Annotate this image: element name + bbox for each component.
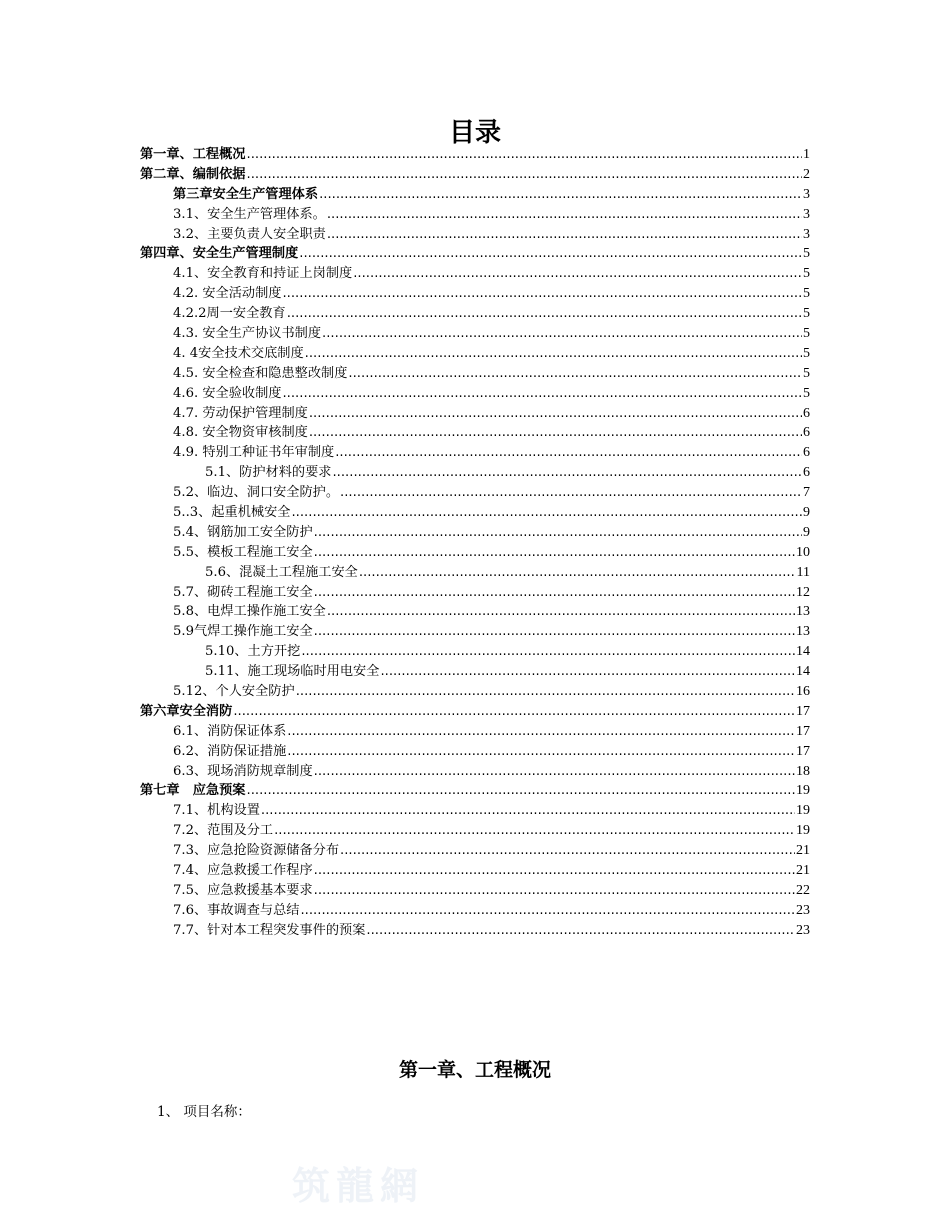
toc-page-number: 19 bbox=[796, 803, 810, 819]
toc-entry[interactable] bbox=[140, 483, 810, 503]
toc-page-number: 23 bbox=[796, 902, 810, 918]
toc-page-number: 19 bbox=[796, 823, 810, 839]
toc-entry[interactable] bbox=[140, 682, 810, 702]
table-of-contents bbox=[140, 145, 810, 941]
toc-page-number: 13 bbox=[796, 624, 810, 640]
toc-leader-dots bbox=[380, 662, 795, 682]
toc-entry-label: 7.3、应急抢险资源储备分布 bbox=[173, 843, 340, 859]
toc-leader-dots bbox=[305, 344, 802, 364]
toc-entry-label: 5.6、混凝土工程施工安全 bbox=[205, 564, 358, 580]
toc-entry-label: 6.2、消防保证措施 bbox=[173, 743, 287, 759]
toc-entry[interactable] bbox=[140, 622, 810, 642]
toc-page-number: 13 bbox=[796, 604, 810, 620]
toc-leader-dots bbox=[327, 205, 802, 225]
toc-entry[interactable] bbox=[140, 563, 810, 583]
toc-page-number: 12 bbox=[796, 584, 810, 600]
toc-page-number: 18 bbox=[796, 763, 810, 779]
toc-leader-dots bbox=[296, 682, 795, 702]
toc-leader-dots bbox=[327, 225, 802, 245]
toc-page-number: 21 bbox=[796, 843, 810, 859]
toc-entry-label: 4.7. 劳动保护管理制度 bbox=[173, 405, 308, 421]
toc-leader-dots bbox=[359, 563, 796, 583]
toc-leader-dots bbox=[282, 384, 802, 404]
toc-leader-dots bbox=[300, 901, 795, 921]
toc-page-number: 1 bbox=[803, 146, 810, 162]
toc-entry-label: 5.4、钢筋加工安全防护 bbox=[173, 524, 313, 540]
toc-leader-dots bbox=[348, 364, 802, 384]
toc-page-number: 19 bbox=[796, 783, 810, 799]
toc-leader-dots bbox=[309, 423, 802, 443]
toc-entry-label: 5.5、模板工程施工安全 bbox=[173, 544, 313, 560]
toc-entry-label: 4.2. 安全活动制度 bbox=[173, 286, 282, 302]
toc-entry-label: 4.5. 安全检查和隐患整改制度 bbox=[173, 365, 348, 381]
toc-entry-label: 3.1、安全生产管理体系。 bbox=[173, 206, 326, 222]
toc-page-number: 6 bbox=[803, 465, 810, 481]
toc-leader-dots bbox=[340, 483, 802, 503]
toc-page-number: 5 bbox=[803, 326, 810, 341]
toc-entry[interactable] bbox=[140, 443, 810, 463]
toc-entry-label: 4.6. 安全验收制度 bbox=[173, 385, 282, 401]
toc-page-number: 5 bbox=[803, 286, 810, 302]
toc-page-number: 22 bbox=[796, 882, 810, 898]
toc-leader-dots bbox=[287, 742, 795, 762]
toc-entry-label: 5.7、砌砖工程施工安全 bbox=[173, 584, 313, 600]
toc-page-number: 16 bbox=[796, 684, 810, 700]
toc-page-number: 5 bbox=[803, 365, 810, 381]
toc-leader-dots bbox=[322, 324, 802, 344]
toc-page-number: 6 bbox=[803, 445, 810, 461]
toc-page-number: 14 bbox=[796, 664, 810, 680]
toc-entry[interactable] bbox=[140, 244, 810, 264]
chapter-heading: 第一章、工程概况 bbox=[398, 1059, 551, 1081]
toc-entry-label: 第六章安全消防 bbox=[140, 703, 233, 719]
toc-page-number: 5 bbox=[803, 345, 810, 361]
toc-entry[interactable] bbox=[140, 702, 810, 722]
toc-entry[interactable] bbox=[140, 463, 810, 483]
toc-title: 目录 bbox=[448, 118, 501, 148]
toc-entry-label: 4.3. 安全生产协议书制度 bbox=[173, 326, 322, 341]
toc-leader-dots bbox=[314, 583, 795, 603]
toc-leader-dots bbox=[327, 602, 795, 622]
toc-page-number: 5 bbox=[803, 266, 810, 282]
toc-leader-dots bbox=[335, 443, 802, 463]
toc-page-number: 3 bbox=[803, 186, 810, 202]
toc-leader-dots bbox=[366, 921, 795, 941]
toc-entry-label: 7.6、事故调查与总结 bbox=[173, 902, 300, 918]
toc-entry-label: 第二章、编制依据 bbox=[140, 166, 246, 182]
toc-entry[interactable] bbox=[140, 543, 810, 563]
toc-entry[interactable] bbox=[140, 324, 810, 344]
toc-entry-label: 5..3、起重机械安全 bbox=[173, 505, 291, 521]
toc-entry[interactable] bbox=[140, 185, 810, 205]
toc-leader-dots bbox=[287, 304, 802, 324]
toc-entry-label: 4.1、安全教育和持证上岗制度 bbox=[173, 266, 353, 282]
toc-entry-label: 7.4、应急救援工作程序 bbox=[173, 863, 313, 879]
toc-leader-dots bbox=[314, 543, 795, 563]
toc-entry-label: 第三章安全生产管理体系 bbox=[173, 186, 319, 202]
toc-leader-dots bbox=[282, 284, 802, 304]
toc-leader-dots bbox=[340, 841, 795, 861]
body-paragraph: 1、 项目名称： bbox=[157, 1104, 251, 1120]
toc-leader-dots bbox=[319, 185, 802, 205]
toc-leader-dots bbox=[314, 861, 795, 881]
toc-entry-label: 5.1、防护材料的要求 bbox=[205, 465, 332, 481]
toc-entry[interactable] bbox=[140, 583, 810, 603]
toc-entry[interactable] bbox=[140, 404, 810, 424]
toc-entry[interactable] bbox=[140, 503, 810, 523]
toc-leader-dots bbox=[233, 702, 795, 722]
toc-entry[interactable] bbox=[140, 384, 810, 404]
toc-entry[interactable] bbox=[140, 284, 810, 304]
toc-entry-label: 6.1、消防保证体系 bbox=[173, 723, 287, 739]
toc-leader-dots bbox=[309, 404, 802, 424]
toc-entry[interactable] bbox=[140, 742, 810, 762]
toc-entry-label: 5.8、电焊工操作施工安全 bbox=[173, 604, 326, 620]
toc-entry-label: 第七章 应急预案 bbox=[140, 783, 246, 799]
toc-entry[interactable] bbox=[140, 881, 810, 901]
toc-leader-dots bbox=[287, 722, 795, 742]
toc-entry-label: 3.2、主要负责人安全职责 bbox=[173, 226, 326, 242]
toc-page-number: 3 bbox=[803, 206, 810, 222]
toc-entry[interactable] bbox=[140, 523, 810, 543]
watermark: 筑龍網 bbox=[292, 1163, 425, 1208]
toc-entry-label: 5.10、土方开挖 bbox=[205, 644, 301, 660]
toc-entry-label: 6.3、现场消防规章制度 bbox=[173, 763, 313, 779]
toc-page-number: 5 bbox=[803, 246, 810, 262]
toc-entry-label: 4.9. 特别工种证书年审制度 bbox=[173, 445, 335, 461]
toc-page-number: 23 bbox=[796, 922, 810, 938]
toc-leader-dots bbox=[353, 264, 802, 284]
toc-leader-dots bbox=[274, 821, 795, 841]
toc-entry-label: 第一章、工程概况 bbox=[140, 146, 246, 162]
toc-page-number: 7 bbox=[803, 485, 810, 501]
toc-entry[interactable] bbox=[140, 762, 810, 782]
toc-entry[interactable] bbox=[140, 801, 810, 821]
toc-page-number: 6 bbox=[803, 405, 810, 421]
toc-entry[interactable] bbox=[140, 722, 810, 742]
toc-page-number: 5 bbox=[803, 385, 810, 401]
toc-leader-dots bbox=[247, 145, 803, 165]
toc-entry[interactable] bbox=[140, 205, 810, 225]
toc-entry[interactable] bbox=[140, 225, 810, 245]
toc-leader-dots bbox=[301, 642, 795, 662]
toc-entry-label: 7.1、机构设置 bbox=[173, 803, 260, 819]
toc-entry[interactable] bbox=[140, 921, 810, 941]
toc-page-number: 6 bbox=[803, 425, 810, 441]
toc-entry[interactable] bbox=[140, 861, 810, 881]
toc-leader-dots bbox=[314, 622, 795, 642]
toc-entry[interactable] bbox=[140, 344, 810, 364]
toc-entry-label: 7.2、范围及分工 bbox=[173, 823, 274, 839]
toc-entry-label: 4. 4安全技术交底制度 bbox=[173, 345, 304, 361]
toc-entry-label: 7.5、应急救援基本要求 bbox=[173, 882, 313, 898]
toc-page-number: 3 bbox=[803, 226, 810, 242]
toc-leader-dots bbox=[314, 523, 802, 543]
toc-entry[interactable] bbox=[140, 662, 810, 682]
toc-entry-label: 4.8. 安全物资审核制度 bbox=[173, 425, 308, 441]
toc-entry[interactable] bbox=[140, 165, 810, 185]
toc-leader-dots bbox=[291, 503, 802, 523]
toc-entry[interactable] bbox=[140, 364, 810, 384]
toc-page-number: 2 bbox=[803, 166, 810, 182]
toc-page-number: 14 bbox=[796, 644, 810, 660]
toc-entry[interactable] bbox=[140, 304, 810, 324]
toc-page-number: 5 bbox=[803, 306, 810, 322]
toc-entry[interactable] bbox=[140, 901, 810, 921]
toc-entry-label: 5.2、临边、洞口安全防护。 bbox=[173, 485, 340, 501]
toc-entry[interactable] bbox=[140, 423, 810, 443]
toc-entry-label: 5.9气焊工操作施工安全 bbox=[173, 624, 313, 640]
toc-page-number: 17 bbox=[796, 723, 810, 739]
toc-entry[interactable] bbox=[140, 145, 810, 165]
toc-leader-dots bbox=[247, 781, 796, 801]
toc-entry-label: 7.7、针对本工程突发事件的预案 bbox=[173, 922, 366, 938]
toc-page-number: 21 bbox=[796, 863, 810, 879]
toc-entry-label: 5.11、施工现场临时用电安全 bbox=[205, 664, 380, 680]
toc-leader-dots bbox=[314, 881, 795, 901]
toc-entry-label: 第四章、安全生产管理制度 bbox=[140, 246, 299, 262]
toc-leader-dots bbox=[247, 165, 803, 185]
toc-page-number: 17 bbox=[796, 703, 810, 719]
toc-page-number: 10 bbox=[796, 544, 810, 560]
toc-entry[interactable] bbox=[140, 264, 810, 284]
toc-entry[interactable] bbox=[140, 841, 810, 861]
toc-entry-label: 4.2.2周一安全教育 bbox=[173, 306, 286, 322]
toc-leader-dots bbox=[314, 762, 795, 782]
toc-page-number: 9 bbox=[803, 524, 810, 540]
toc-leader-dots bbox=[261, 801, 795, 821]
toc-leader-dots bbox=[299, 244, 802, 264]
toc-entry[interactable] bbox=[140, 821, 810, 841]
toc-entry-label: 5.12、个人安全防护 bbox=[173, 684, 295, 700]
toc-entry[interactable] bbox=[140, 782, 810, 802]
toc-page-number: 9 bbox=[803, 505, 810, 521]
toc-entry[interactable] bbox=[140, 642, 810, 662]
toc-entry[interactable] bbox=[140, 602, 810, 622]
toc-leader-dots bbox=[332, 463, 802, 483]
toc-page-number: 17 bbox=[796, 743, 810, 759]
toc-page-number: 11 bbox=[796, 564, 810, 580]
